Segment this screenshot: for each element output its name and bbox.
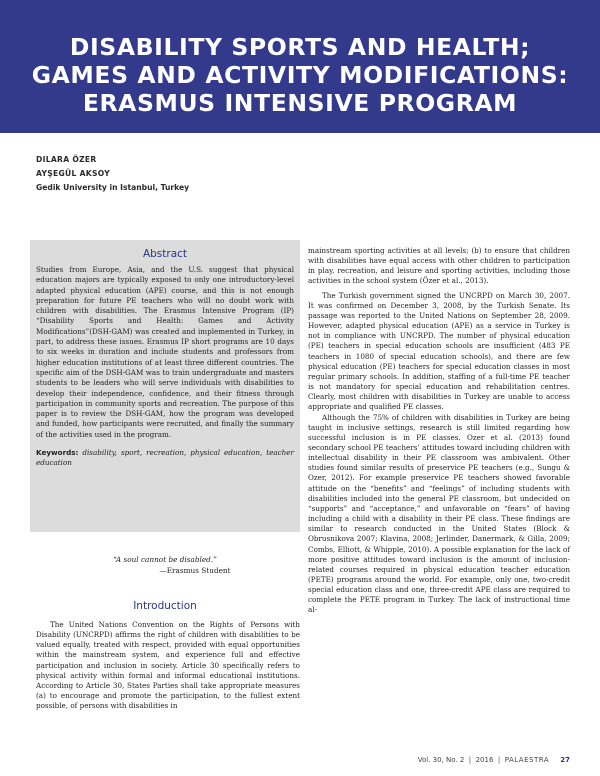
abstract-heading: Abstract: [142, 248, 188, 260]
keywords: [36, 448, 294, 469]
intro-paragraph-2: The Turkish government signed the UNCRPD on March 30, 2007. It was confirmed on December 3, 2008, by the Turkish Senate. Its passage was reported to the United Nations on September 28, 2009. However, adapted physical education (APE) as a service in Turkey is not in compliance with UNCRPD. The number of physical education (PE) teachers in special education schools are insufficient (483 PE teachers in 1080 of special education schools), and there are few physical education (PE) teachers for special education classes in most regular primary schools. In addition, staffing of a full-time PE teacher is not mandatory for special education and rehabilitation centres. Clearly, most children with disabilities in Turkey are unable to access appropriate and qualified PE classes.: [308, 290, 570, 412]
keywords-list: disability, sport, recreation, physical education, teacher education: [36, 448, 294, 468]
footer-volume: Vol. 30, No. 2: [417, 756, 465, 764]
title-line-3: ERASMUS INTENSIVE PROGRAM: [82, 89, 518, 117]
author-2: AYŞEGÜL AKSOY: [36, 169, 111, 178]
right-column: [308, 246, 570, 616]
intro-paragraph-1: The United Nations Convention on the Rights of Persons with Disability (UNCRPD) affirms the right of children with disabilities to be valued equally, treated with respect, provided with equal opportunities within the mainstream system, and experience full and effective participation and inclusion in society. Article 30 specifically refers to physical activity within formal and informal educational institutions. According to Article 30, States Parties shall take appropriate measures (a) to encourage and promote the participation, to the fullest extent possible, of persons with disabilities in: [36, 620, 300, 711]
affiliation: Gedik University in Istanbul, Turkey: [36, 183, 190, 192]
abstract-box: [30, 240, 300, 532]
title-line-2: GAMES AND ACTIVITY MODIFICATIONS:: [31, 61, 569, 89]
intro-paragraph-3: Although the 75% of children with disabilities in Turkey are being taught in inclusive settings, research is still limited regarding how successful inclusion is in PE classes. Ozer et al. (2013) found secondary school PE teachers’ attitudes toward including children with intellectual disability in their PE classroom was ambivalent. Other studies found similar results of preservice PE teachers (e.g., Sungu & Ozer, 2012). For example preservice PE teachers showed favorable attitude on the “benefits” and “feelings” of including students with disabilities included into the general PE classroom, but undecided on “supports” and “acceptance,” and unfavorable on “fears” of having including a child with a disability in their PE class. These findings are similar to research conducted in the United States (Block & Obrusnikova 2007; Klavina, 2008; Jerlinder, Danermark, & Gilla, 2009; Combs, Elliott, & Whipple, 2010). A possible explanation for the lack of more positive attitudes toward inclusion is the amount of inclusion-related courses required in physical education teacher education (PETE) programs around the world. For example, only one, two-credit special education class and one, three-credit APE class are required to complete the PETE program in Turkey. The lack of instructional time al-: [308, 412, 570, 615]
author-1: DILARA ÖZER: [36, 155, 97, 164]
abstract-text: Studies from Europe, Asia, and the U.S. suggest that physical education majors are typically exposed to only one introductory-level adapted physical education (APE) course, and this is not enough preparation for future PE teachers who will no doubt work with children with disabilities. The Erasmus Intensive Program (IP) “Disability Sports and Health: Games and Activity Modifications”(DSH-GAM) was created and implemented in Turkey, in part, to address these issues. Erasmus IP short programs are 10 days to six weeks in duration and include students and professors from higher education institutions of at least three different countries. The specific aim of the DSH-GAM was to train undergraduate and masters students to be leaders who will serve individuals with disabilities to develop their independence, confidence, and their fitness through participation in community sports and recreation. The purpose of this paper is to review the DSH-GAM, how the program was developed and funded, how participants were recruited, and finally the summary of the activities used in the program.: [36, 265, 294, 439]
page-footer: Vol. 30, No. 2 | 2016 | PALAESTRA 27: [417, 756, 570, 764]
introduction-heading: Introduction: [133, 600, 197, 612]
title-line-1: DISABILITY SPORTS AND HEALTH;: [69, 33, 531, 61]
epigraph: [30, 554, 300, 576]
title-banner: [0, 0, 600, 133]
author-block: [36, 153, 189, 195]
footer-journal: PALAESTRA: [504, 756, 550, 764]
page-number: 27: [560, 756, 570, 764]
intro-continuation: mainstream sporting activities at all levels; (b) to ensure that children with disabilities have equal access with other children to participation in play, recreation, and leisure and sporting activities, including those activities in the school system (Özer et al., 2013).: [308, 246, 570, 286]
epigraph-attribution: —Erasmus Student: [159, 566, 231, 575]
left-column: [36, 620, 300, 711]
footer-year: 2016: [475, 756, 494, 764]
article-title: [0, 33, 600, 117]
keywords-label: Keywords:: [36, 448, 79, 458]
epigraph-text: “A soul cannot be disabled.”: [113, 555, 217, 564]
